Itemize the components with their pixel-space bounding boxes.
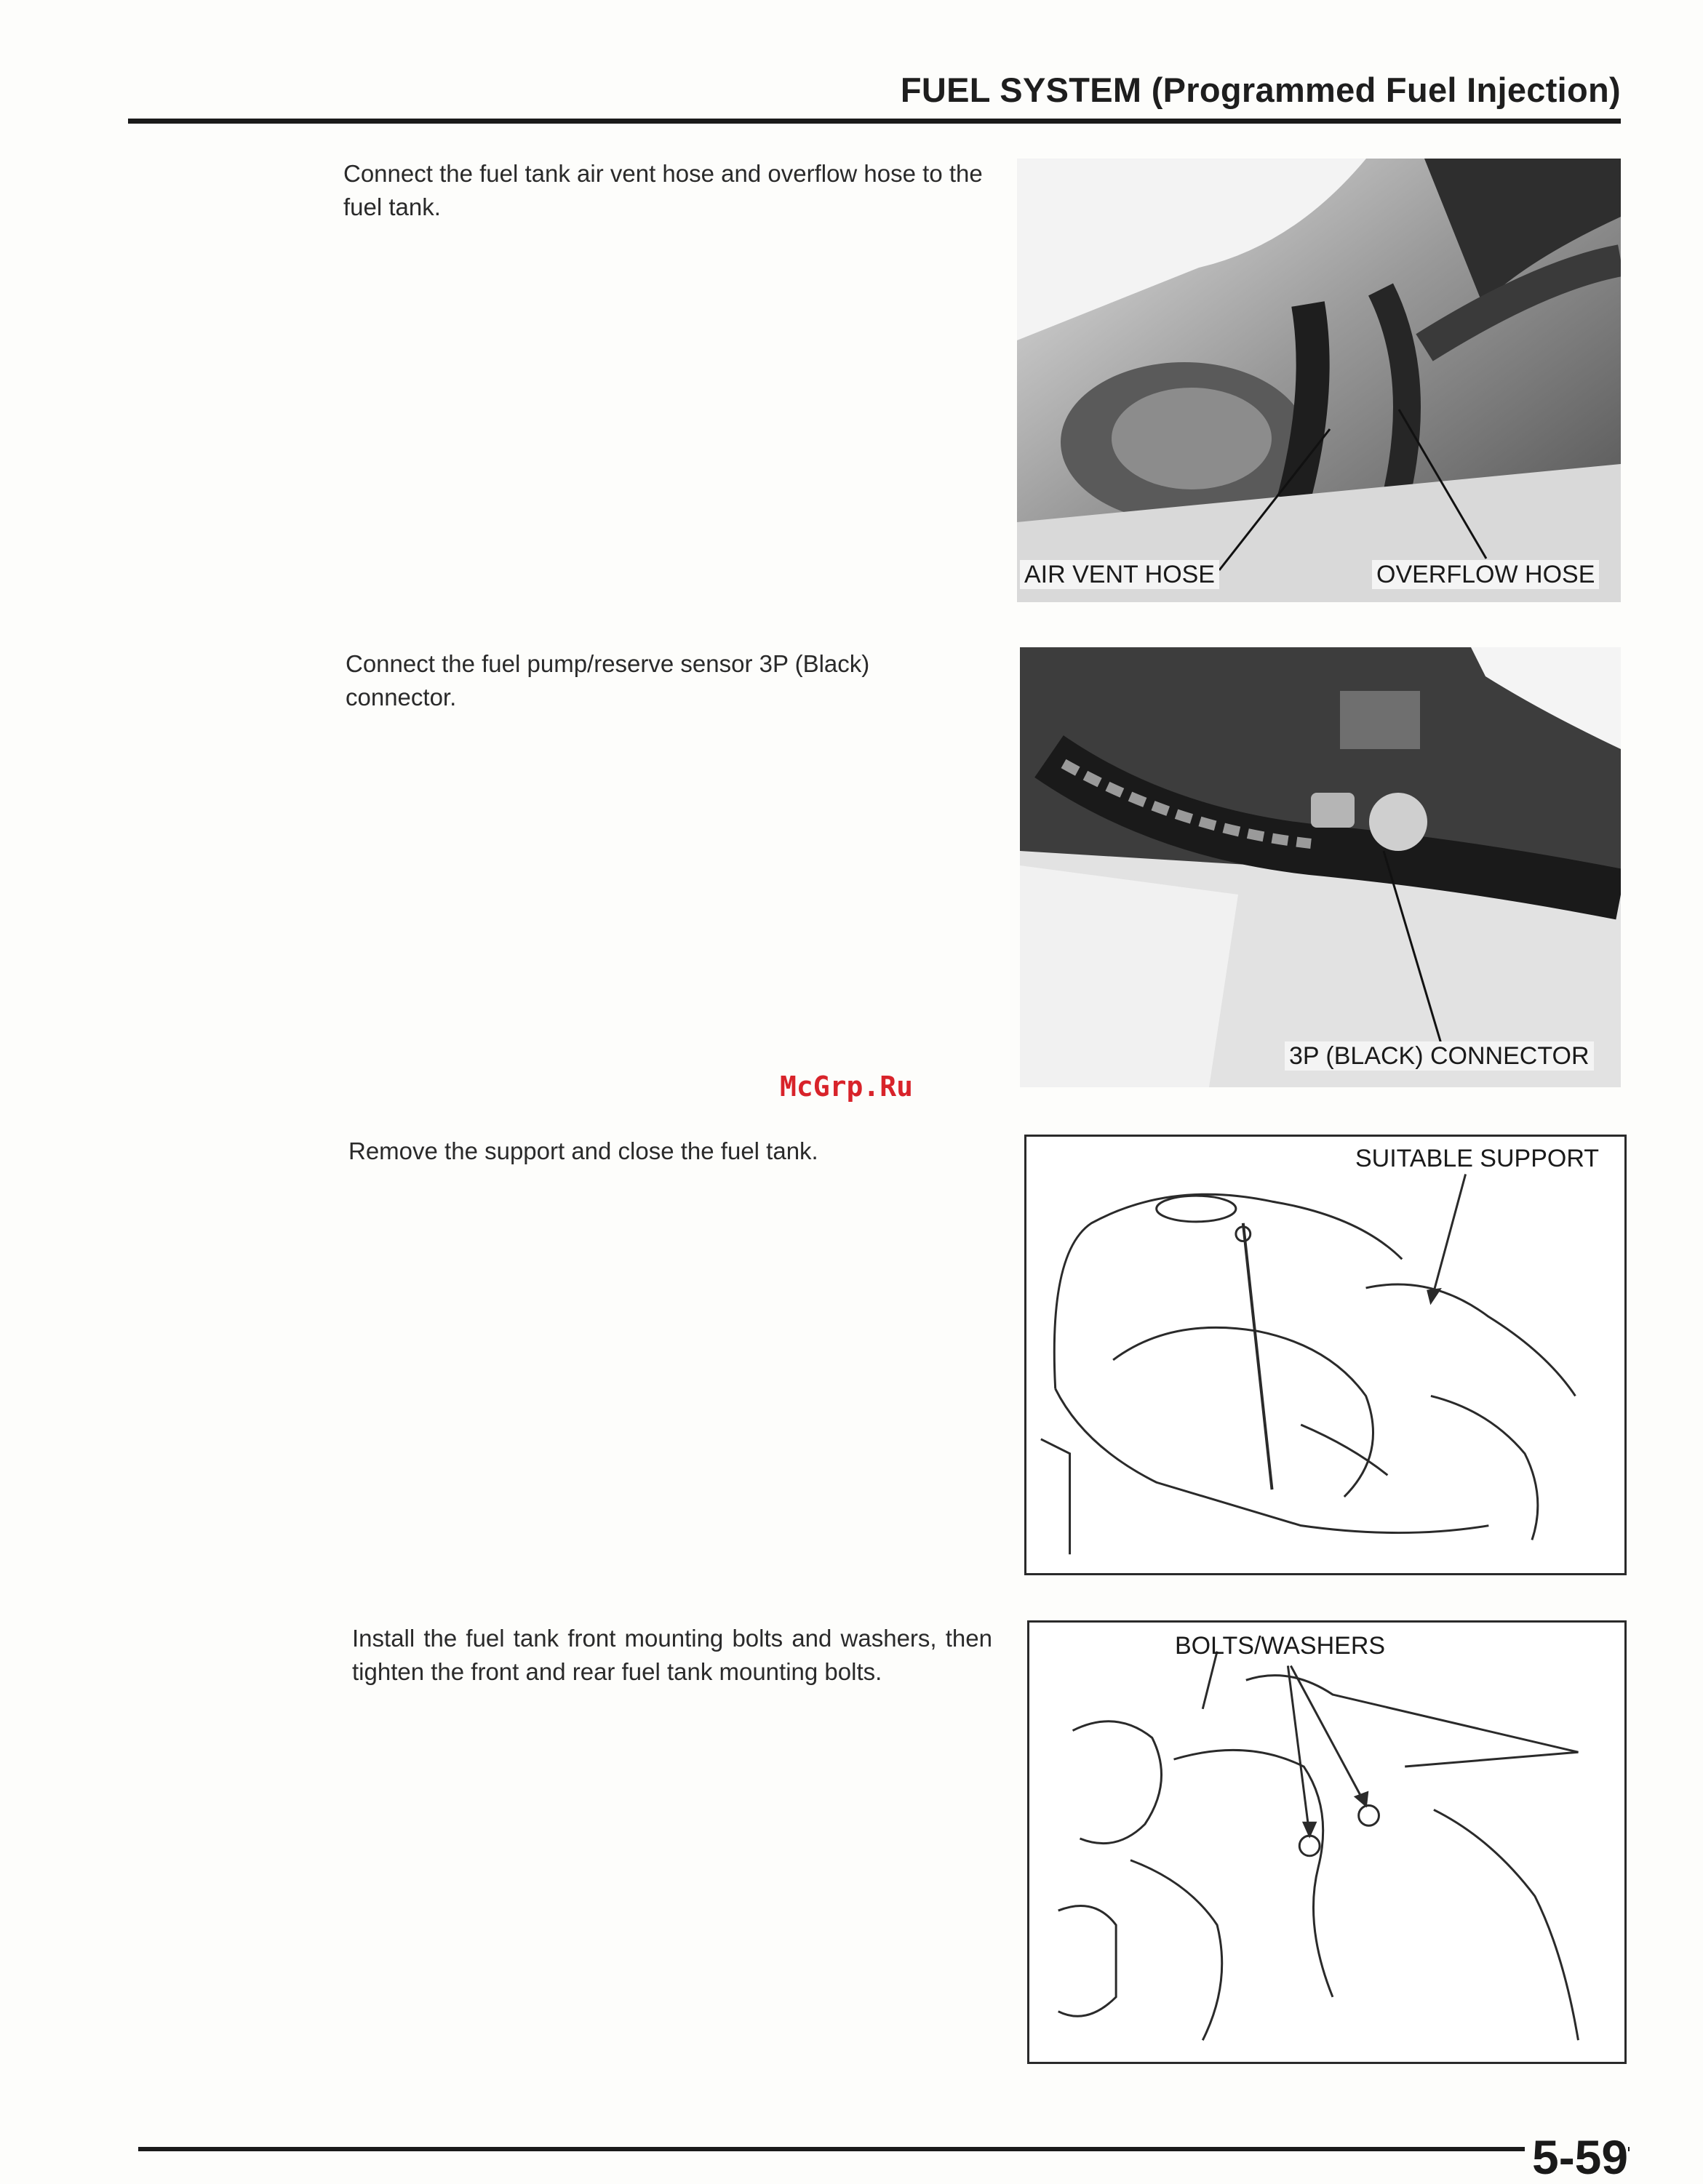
figure-hoses-photo (1017, 159, 1621, 602)
label-overflow-hose: OVERFLOW HOSE (1372, 560, 1599, 589)
watermark-text: McGrp.Ru (780, 1071, 914, 1103)
step-3-text: Remove the support and close the fuel tank. (348, 1137, 818, 1164)
label-suitable-support: SUITABLE SUPPORT (1355, 1145, 1600, 1172)
label-3p-connector: 3P (BLACK) CONNECTOR (1285, 1041, 1594, 1071)
header-divider (128, 119, 1621, 124)
label-bolts-washers: BOLTS/WASHERS (1175, 1632, 1386, 1660)
figure-bolts-drawing (1027, 1620, 1627, 2064)
figure-support-drawing (1024, 1135, 1627, 1575)
step-1-text: Connect the fuel tank air vent hose and overflow hose to the fuel tank. (343, 160, 983, 220)
page-number: 5-59 (1525, 2137, 1628, 2178)
page-title: FUEL SYSTEM (Programmed Fuel Injection) (900, 71, 1621, 109)
figure-connector-photo (1020, 647, 1621, 1087)
step-2-text: Connect the fuel pump/reserve sensor 3P (Black) connector. (346, 650, 870, 711)
label-air-vent-hose: AIR VENT HOSE (1020, 560, 1219, 589)
footer-divider (138, 2147, 1630, 2151)
step-4-text: Install the fuel tank front mounting bolts and washers, then tighten the front and rear fuel tank mounting bolts. (352, 1625, 992, 1685)
